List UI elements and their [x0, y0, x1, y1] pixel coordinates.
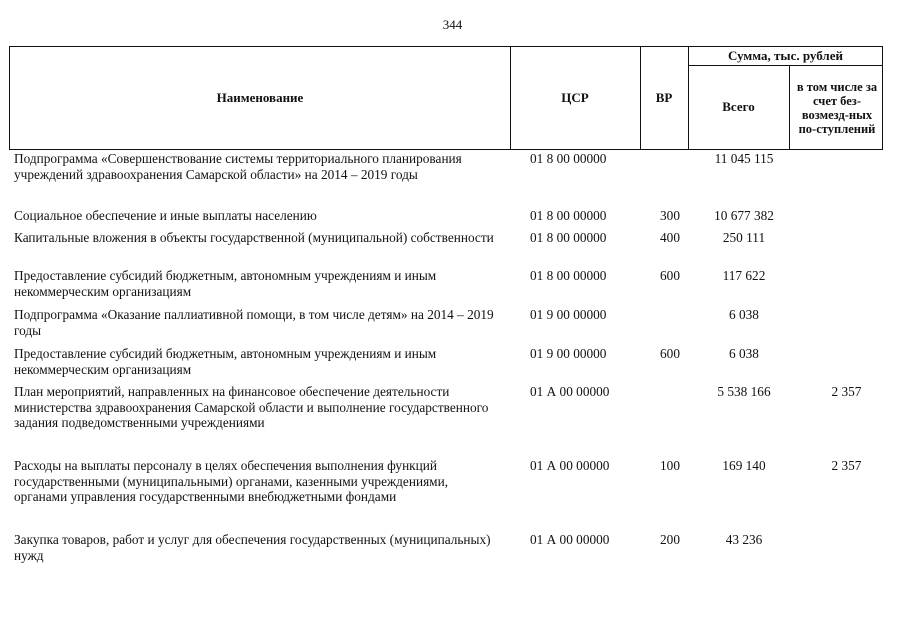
row-total: 43 236 — [725, 532, 763, 547]
row-free: 2 357 — [831, 458, 862, 473]
row-total: 10 677 382 — [714, 208, 774, 223]
row-total: 6 038 — [729, 346, 759, 361]
row-name: Капитальные вложения в объекты государственной (муниципальной) собственности — [14, 230, 494, 245]
row-name: Предоставление субсидий бюджетным, автономным учреждениям и иным некоммерческим организациям — [14, 346, 437, 377]
row-csr: 01 8 00 00000 — [530, 208, 607, 223]
row-csr: 01 8 00 00000 — [530, 151, 607, 166]
header-total: Всего — [722, 99, 755, 114]
row-name: Расходы на выплаты персоналу в целях обеспечения выполнения функций государственными (муниципальными) органами, казенными учреждениями, органами управления государственными внебюджетными фондами — [14, 458, 449, 504]
row-name: Подпрограмма «Совершенствование системы территориального планирования учреждений здравоохранения Самарской области» на 2014 – 2019 годы — [14, 151, 462, 182]
row-name: Предоставление субсидий бюджетным, автономным учреждениям и иным некоммерческим организациям — [14, 268, 437, 299]
row-total: 5 538 166 — [717, 384, 771, 399]
row-vr: 300 — [660, 208, 680, 223]
page-number: 344 — [442, 17, 463, 32]
header-including-free: в том числе за счет без-возмезд-ных по-ступлений — [796, 79, 878, 136]
header-name: Наименование — [216, 90, 304, 105]
row-total: 250 111 — [722, 230, 766, 245]
row-free: 2 357 — [831, 384, 862, 399]
row-total: 169 140 — [722, 458, 766, 473]
header-csr: ЦСР — [561, 90, 589, 105]
header-sum-group: Сумма, тыс. рублей — [728, 48, 843, 63]
row-csr: 01 А 00 00000 — [530, 384, 610, 399]
divider — [789, 65, 790, 149]
row-total: 11 045 115 — [714, 151, 774, 166]
row-total: 6 038 — [729, 307, 759, 322]
row-name: Социальное обеспечение и иные выплаты населению — [14, 208, 317, 223]
row-name: Подпрограмма «Оказание паллиативной помощи, в том числе детям» на 2014 – 2019 годы — [14, 307, 494, 338]
row-vr: 400 — [660, 230, 680, 245]
row-csr: 01 9 00 00000 — [530, 307, 607, 322]
row-csr: 01 9 00 00000 — [530, 346, 607, 361]
row-vr: 600 — [660, 346, 680, 361]
row-vr: 200 — [660, 532, 680, 547]
row-csr: 01 8 00 00000 — [530, 268, 607, 283]
table-header — [9, 46, 883, 150]
row-csr: 01 8 00 00000 — [530, 230, 607, 245]
header-vr: ВР — [655, 90, 673, 105]
row-total: 117 622 — [722, 268, 766, 283]
row-csr: 01 А 00 00000 — [530, 532, 610, 547]
row-csr: 01 А 00 00000 — [530, 458, 610, 473]
row-name: План мероприятий, направленных на финансовое обеспечение деятельности министерства здравоохранения Самарской области и выполнение государственного задания подведомственными учреждениями — [14, 384, 489, 430]
row-vr: 600 — [660, 268, 680, 283]
row-name: Закупка товаров, работ и услуг для обеспечения государственных (муниципальных) нужд — [14, 532, 491, 563]
row-vr: 100 — [660, 458, 680, 473]
